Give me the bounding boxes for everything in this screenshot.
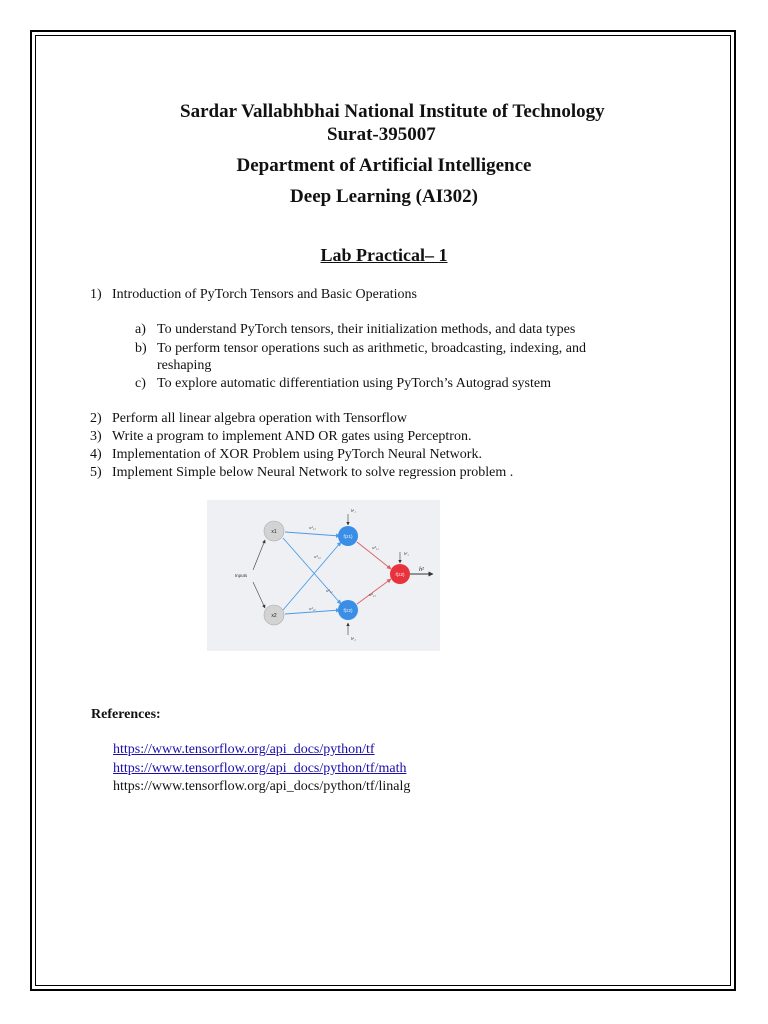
course-name: Deep Learning (AI302)	[290, 186, 478, 207]
h1-label: f(z1)	[343, 534, 353, 539]
w22-label: w¹₂₂	[309, 606, 316, 611]
input-arrow	[253, 540, 265, 570]
subitem-text: To explore automatic differentiation using PyTorch’s Autograd system	[157, 376, 551, 391]
item-number: 2)	[90, 411, 102, 426]
wo1-label: w²₁₁	[372, 545, 379, 550]
institute-name: Sardar Vallabhbhai National Institute of Technology	[180, 101, 605, 122]
department-name: Department of Artificial Intelligence	[236, 155, 532, 176]
reference-link-tf[interactable]: https://www.tensorflow.org/api_docs/python/tf	[113, 742, 375, 757]
sub-list-item	[135, 376, 551, 392]
list-item	[90, 429, 471, 445]
sub-list-item	[135, 341, 586, 357]
bout-label: b²₁	[404, 551, 409, 556]
subitem-number: c)	[135, 376, 146, 391]
subitem-number: b)	[135, 341, 147, 356]
item-number: 1)	[90, 287, 102, 302]
sub-list-item	[135, 322, 575, 338]
b2-label: b¹₂	[351, 636, 356, 641]
reference-text-tf-linalg: https://www.tensorflow.org/api_docs/python/tf/linalg	[113, 779, 411, 794]
w12-label: w¹₁₂	[326, 588, 333, 593]
item-text: Write a program to implement AND OR gates using Perceptron.	[112, 429, 472, 444]
subitem-number: a)	[135, 322, 146, 337]
inputs-label: Inputs	[234, 573, 248, 578]
b1-label: b¹₁	[351, 508, 356, 513]
output-value-label: h²	[419, 567, 424, 573]
input-arrow	[253, 582, 265, 608]
w11-label: w¹₁₁	[309, 525, 316, 530]
neural-network-figure	[207, 500, 440, 651]
list-item	[90, 287, 417, 303]
subitem-continuation: reshaping	[157, 358, 212, 373]
subitem-text: To understand PyTorch tensors, their initialization methods, and data types	[157, 322, 576, 337]
x1-label: x1	[271, 529, 277, 535]
item-number: 3)	[90, 429, 102, 444]
edge-w11	[285, 532, 340, 536]
list-item	[90, 465, 513, 481]
h2-label: f(z2)	[343, 608, 353, 613]
out-label: f(z2)	[395, 572, 405, 577]
institute-city: Surat-395007	[327, 124, 436, 145]
x2-label: x2	[271, 613, 277, 619]
list-item	[90, 411, 407, 427]
item-text: Implement Simple below Neural Network to solve regression problem .	[112, 465, 514, 480]
edge-w12	[283, 538, 341, 604]
list-item	[90, 447, 482, 463]
item-number: 5)	[90, 465, 102, 480]
item-text: Introduction of PyTorch Tensors and Basic Operations	[112, 287, 417, 302]
neural-network-diagram	[207, 500, 440, 651]
item-text: Perform all linear algebra operation with Tensorflow	[112, 411, 407, 426]
lab-title: Lab Practical– 1	[320, 245, 448, 265]
reference-link-tf-math[interactable]: https://www.tensorflow.org/api_docs/python/tf/math	[113, 761, 407, 776]
references-heading: References:	[91, 707, 161, 722]
subitem-text: To perform tensor operations such as arithmetic, broadcasting, indexing, and	[157, 341, 587, 356]
w21-label: w¹₂₁	[314, 554, 321, 559]
edge-w21	[283, 542, 341, 610]
item-number: 4)	[90, 447, 102, 462]
item-text: Implementation of XOR Problem using PyTorch Neural Network.	[112, 447, 482, 462]
wo2-label: w²₂₁	[369, 592, 376, 597]
